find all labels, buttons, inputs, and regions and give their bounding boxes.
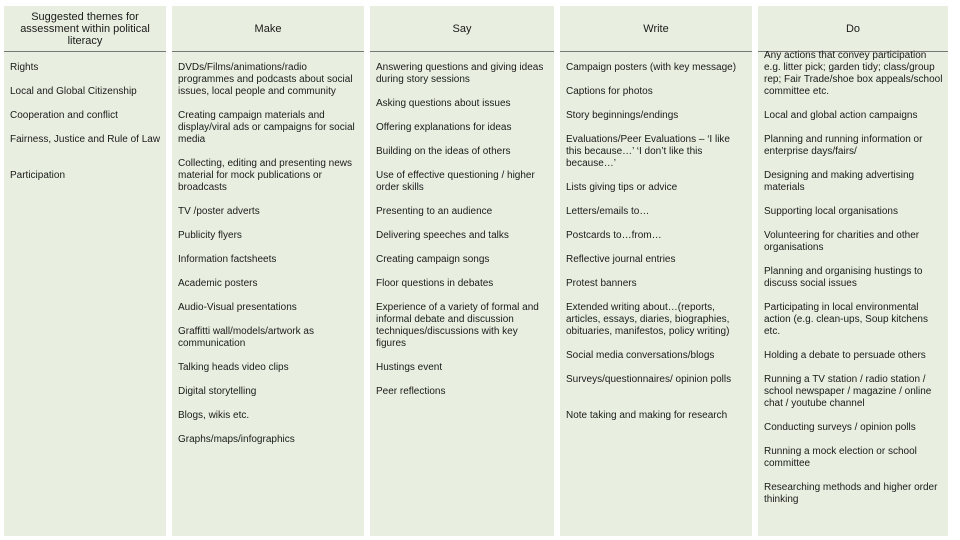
do-item: Holding a debate to persuade others <box>764 350 926 361</box>
write-item: Letters/emails to… <box>566 206 650 217</box>
do-item: Volunteering for charities and other organisations <box>764 230 920 253</box>
make-item: Talking heads video clips <box>178 362 289 373</box>
write-item: Evaluations/Peer Evaluations – ‘I like this because…’ ‘I don’t like this because…’ <box>566 134 730 169</box>
say-item: Asking questions about issues <box>376 98 511 109</box>
do-item: Any actions that convey participation e.g. litter pick; garden tidy; class/group rep; Fair Trade/shoe box appeals/school committee etc. <box>764 50 943 97</box>
write-item: Story beginnings/endings <box>566 110 679 121</box>
write-item: Surveys/questionnaires/ opinion polls <box>566 374 732 385</box>
column-do <box>758 6 948 536</box>
do-item: Running a TV station / radio station / school newspaper / magazine / online chat / youtube channel <box>764 374 932 409</box>
say-item: Presenting to an audience <box>376 206 493 217</box>
theme-item: Participation <box>10 170 66 181</box>
do-item: Conducting surveys / opinion polls <box>764 422 916 433</box>
make-item: Audio-Visual presentations <box>178 302 297 313</box>
make-item: Digital storytelling <box>178 386 257 397</box>
do-item: Researching methods and higher order thinking <box>764 482 938 505</box>
header-make: Make <box>172 6 364 52</box>
write-item: Extended writing about…(reports, articles, essays, diaries, biographies, obituaries, manifestos, policy writing) <box>566 302 730 337</box>
header-say: Say <box>370 6 554 52</box>
write-item: Postcards to…from… <box>566 230 662 241</box>
make-item: Information factsheets <box>178 254 277 265</box>
say-item: Use of effective questioning / higher order skills <box>376 170 535 193</box>
say-item: Peer reflections <box>376 386 446 397</box>
write-item: Campaign posters (with key message) <box>566 62 737 73</box>
theme-item: Cooperation and conflict <box>10 110 118 121</box>
do-item: Participating in local environmental action (e.g. clean-ups, Soup kitchens etc. <box>764 302 928 337</box>
write-item: Captions for photos <box>566 86 653 97</box>
themes-table <box>4 6 954 536</box>
make-item: Graphs/maps/infographics <box>178 434 295 445</box>
theme-item: Local and Global Citizenship <box>10 86 137 97</box>
say-item: Experience of a variety of formal and informal debate and discussion techniques/discussions with key figures <box>376 302 539 349</box>
do-item: Running a mock election or school committee <box>764 446 917 469</box>
say-item: Hustings event <box>376 362 443 373</box>
do-item: Planning and organising hustings to discuss social issues <box>764 266 923 289</box>
header-write: Write <box>560 6 752 52</box>
write-item: Note taking and making for research <box>566 410 728 421</box>
make-item: Creating campaign materials and display/viral ads or campaigns for social media <box>178 110 355 145</box>
write-item: Reflective journal entries <box>566 254 676 265</box>
say-item: Floor questions in debates <box>376 278 494 289</box>
do-item: Planning and running information or enterprise days/fairs/ <box>764 134 923 157</box>
column-write <box>560 6 752 536</box>
say-item: Delivering speeches and talks <box>376 230 509 241</box>
make-item: TV /poster adverts <box>178 206 260 217</box>
write-item: Lists giving tips or advice <box>566 182 678 193</box>
make-item: Graffitti wall/models/artwork as communication <box>178 326 314 349</box>
theme-item: Rights <box>10 62 39 73</box>
say-item: Creating campaign songs <box>376 254 490 265</box>
header-do: Do <box>758 6 948 52</box>
say-item: Offering explanations for ideas <box>376 122 512 133</box>
write-item: Social media conversations/blogs <box>566 350 715 361</box>
do-item: Supporting local organisations <box>764 206 898 217</box>
say-item: Answering questions and giving ideas during story sessions <box>376 62 544 85</box>
do-item: Designing and making advertising materials <box>764 170 915 193</box>
column-make <box>172 6 364 536</box>
write-item: Protest banners <box>566 278 637 289</box>
do-item: Local and global action campaigns <box>764 110 918 121</box>
make-item: DVDs/Films/animations/radio programmes and podcasts about social issues, local people and community <box>178 62 353 97</box>
make-item: Publicity flyers <box>178 230 242 241</box>
header-themes: Suggested themes for assessment within political literacy <box>4 6 166 52</box>
column-themes <box>4 6 166 536</box>
make-item: Blogs, wikis etc. <box>178 410 250 421</box>
theme-item: Fairness, Justice and Rule of Law <box>10 134 161 145</box>
make-item: Collecting, editing and presenting news material for mock publications or broadcasts <box>178 158 352 193</box>
column-say <box>370 6 554 536</box>
say-item: Building on the ideas of others <box>376 146 511 157</box>
make-item: Academic posters <box>178 278 258 289</box>
